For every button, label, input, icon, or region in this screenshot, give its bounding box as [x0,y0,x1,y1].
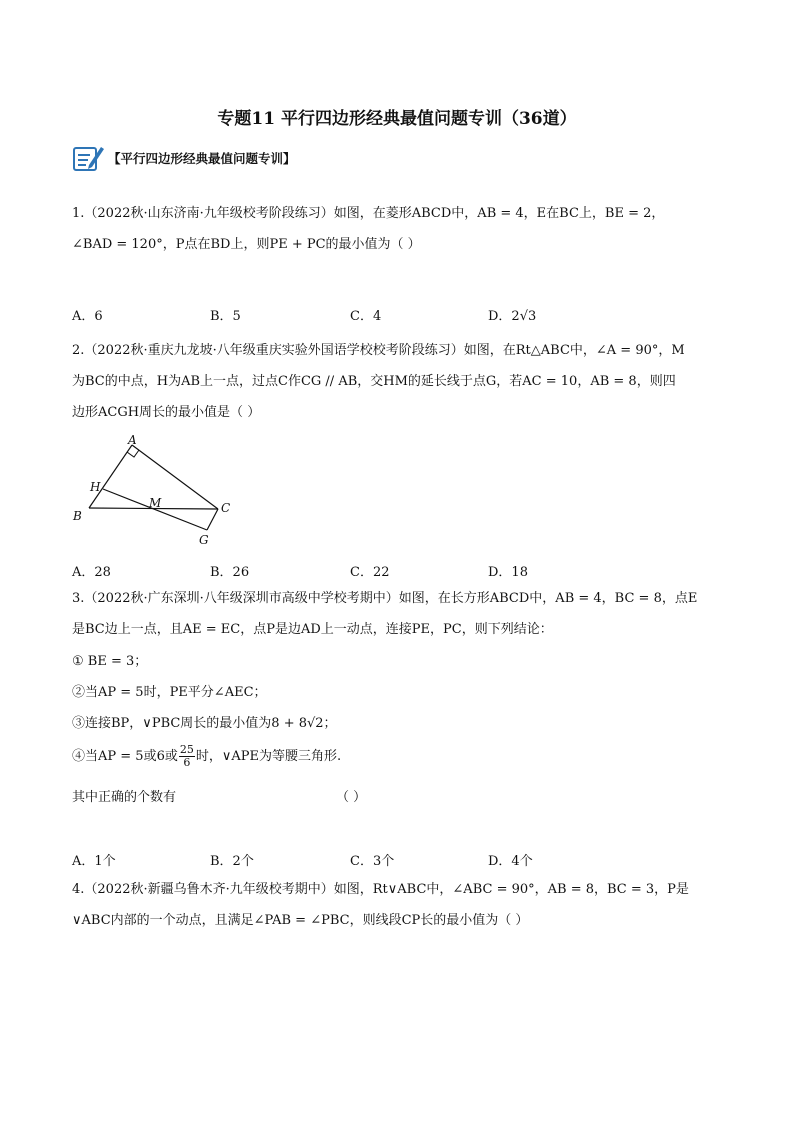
q2-line-3: 边形ACGH周长的最小值是（ ） [72,405,261,420]
q1-line-2: ∠BAD = 120°，P点在BD上，则PE + PC的最小值为（ ） [72,237,421,252]
q3-summary: 其中正确的个数有 [72,790,177,805]
label-m: M [149,496,162,510]
q4-line-1: 4.（2022秋·新疆乌鲁木齐·九年级校考期中）如图，Rt∨ABC中，∠ABC = 90°，AB = 8，BC = 3，P是 [72,882,689,897]
fraction-denominator: 6 [183,756,191,769]
q3-option-c: C．3个 [350,854,395,869]
q1-line-1: 1.（2022秋·山东济南·九年级校考阶段练习）如图，在菱形ABCD中，AB = 4，E在BC上，BE = 2， [72,206,665,221]
q4-line-2: ∨ABC内部的一个动点，且满足∠PAB = ∠PBC，则线段CP长的最小值为（ ） [72,913,529,928]
q3-answer-paren: （ ） [336,790,367,805]
q3-statement-4 [72,744,341,769]
q3-statement-4-prefix: ④当AP = 5或6或 [72,749,178,764]
notepad-pencil-icon [72,143,106,173]
q2-option-a: A．28 [72,565,111,580]
q2-option-b: B．26 [210,565,250,580]
q2-line-1: 2.（2022秋·重庆九龙坡·八年级重庆实验外国语学校校考阶段练习）如图，在Rt△ABC中，∠A = 90°，M [72,343,685,358]
q1-option-a: A．6 [72,309,103,324]
label-a: A [128,433,137,447]
q3-option-b: B．2个 [210,854,254,869]
q1-option-c: C．4 [350,309,382,324]
q2-triangle-figure [70,432,240,550]
label-h: H [90,480,101,494]
label-c: C [221,501,231,515]
segment-ab [89,445,132,508]
fraction [179,744,195,769]
q3-line-2: 是BC边上一点，且AE = EC，点P是边AD上一动点，连接PE，PC，则下列结论： [72,622,553,637]
section-label: 【平行四边形经典最值问题专训】 [108,151,296,166]
label-b: B [73,509,82,523]
label-g: G [199,533,209,547]
q3-statement-1: ① BE = 3； [72,654,148,669]
q3-statement-3: ③连接BP，∨PBC周长的最小值为8 + 8√2； [72,716,337,731]
q3-option-a: A．1个 [72,854,116,869]
q2-option-c: C．22 [350,565,390,580]
q3-statement-2: ②当AP = 5时，PE平分∠AEC； [72,685,267,700]
segment-cg [207,509,218,530]
q3-option-d: D．4个 [488,854,533,869]
fraction-numerator: 25 [179,743,194,756]
right-angle-mark [127,450,139,457]
q3-line-1: 3.（2022秋·广东深圳·八年级深圳市高级中学校考期中）如图，在长方形ABCD中，AB = 4，BC = 8，点E [72,591,698,606]
page-title: 专题11 平行四边形经典最值问题专训（36道） [217,109,577,129]
segment-ac [132,445,218,509]
q1-option-d: D．2√3 [488,309,537,324]
q2-option-d: D．18 [488,565,528,580]
q1-option-b: B．5 [210,309,241,324]
q3-statement-4-suffix: 时，∨APE为等腰三角形. [195,749,342,764]
q2-line-2: 为BC的中点，H为AB上一点，过点C作CG // AB，交HM的延长线于点G，若AC = 10，AB = 8，则四 [72,374,676,389]
